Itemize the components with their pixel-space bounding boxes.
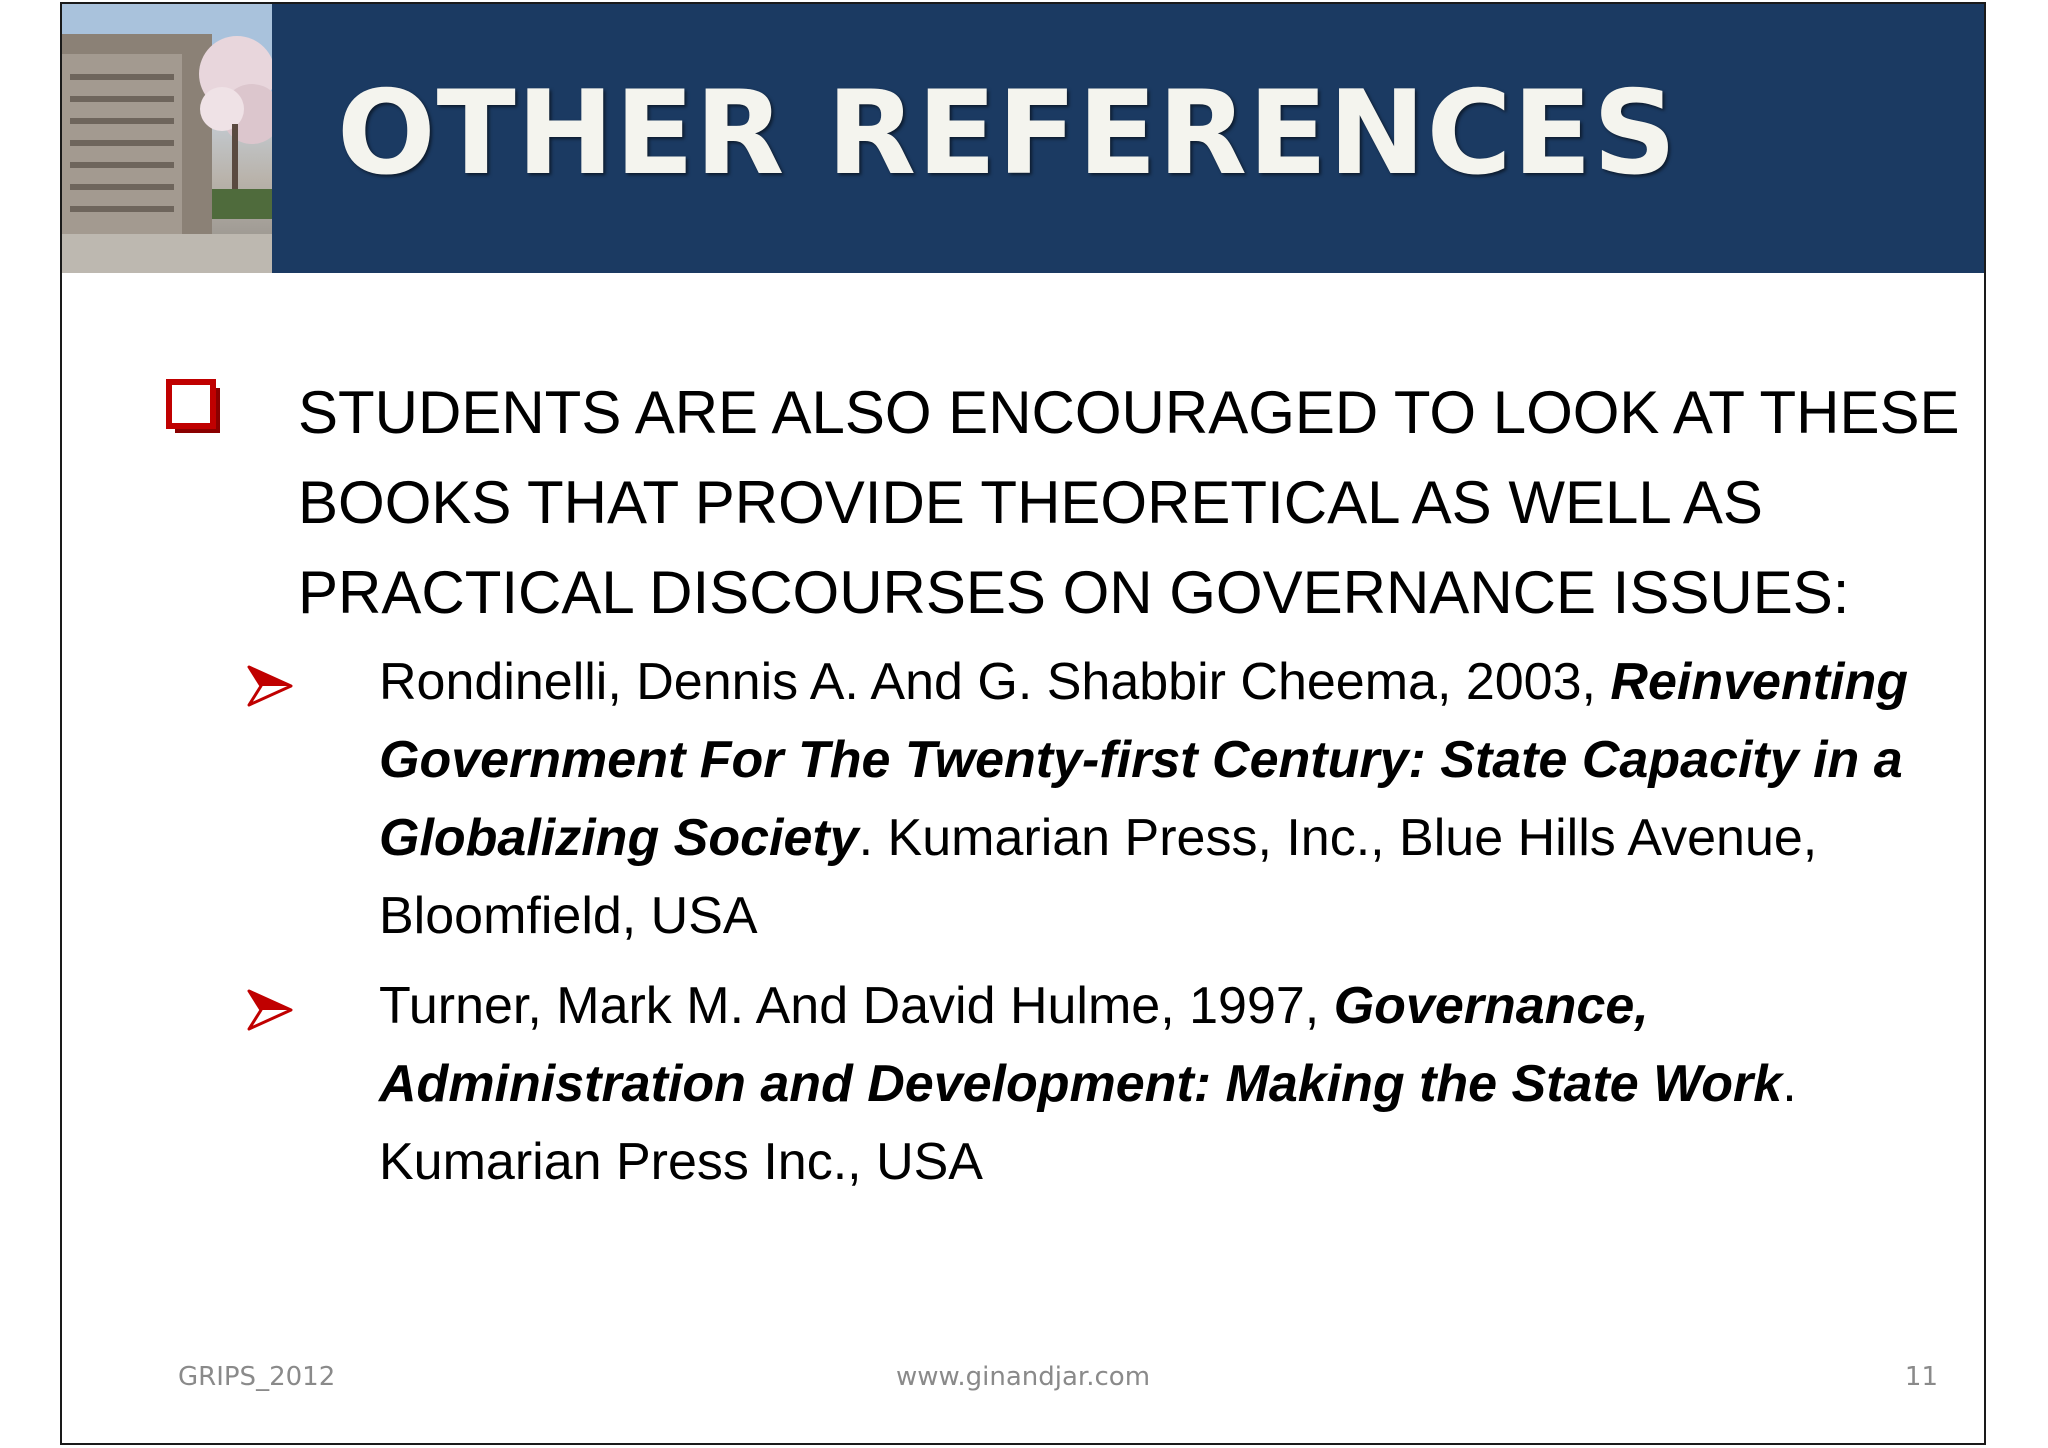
header-building-photo (62, 4, 272, 273)
reference-authors: Rondinelli, Dennis A. And G. Shabbir Cheema, 2003, (379, 653, 1611, 711)
header-band (272, 4, 1986, 273)
reference-text (379, 643, 1939, 955)
checkbox-square-icon (166, 379, 220, 433)
main-bullet-text: STUDENTS ARE ALSO ENCOURAGED TO LOOK AT THESE BOOKS THAT PROVIDE THEORETICAL AS WELL AS PRACTICAL DISCOURSES ON GOVERNANCE ISSUES: (298, 379, 1960, 626)
reference-authors: Turner, Mark M. And David Hulme, 1997, (379, 977, 1334, 1035)
reference-publisher: . Kumarian Press, Inc., Blue Hills Avenue, Bloomfield, USA (379, 809, 1818, 945)
reference-book-title: Governance, Administration and Development: Making the State Work (379, 977, 1783, 1113)
footer-label: GRIPS_2012 (178, 1362, 336, 1392)
arrow-bullet-icon (247, 665, 293, 707)
slide (60, 2, 1986, 1445)
building-photo-icon (62, 4, 272, 273)
reference-book-title: Reinventing Government For The Twenty-first Century: State Capacity in a Globalizing Society (379, 653, 1908, 867)
arrow-bullet-icon (247, 989, 293, 1031)
slide-title: OTHER REFERENCES (337, 66, 1678, 201)
reference-text (379, 967, 1939, 1201)
page-number: 11 (1904, 1362, 1938, 1392)
reference-publisher: . Kumarian Press Inc., USA (379, 1055, 1797, 1191)
slide-content (62, 273, 1984, 1443)
footer-website: www.ginandjar.com (895, 1362, 1151, 1392)
